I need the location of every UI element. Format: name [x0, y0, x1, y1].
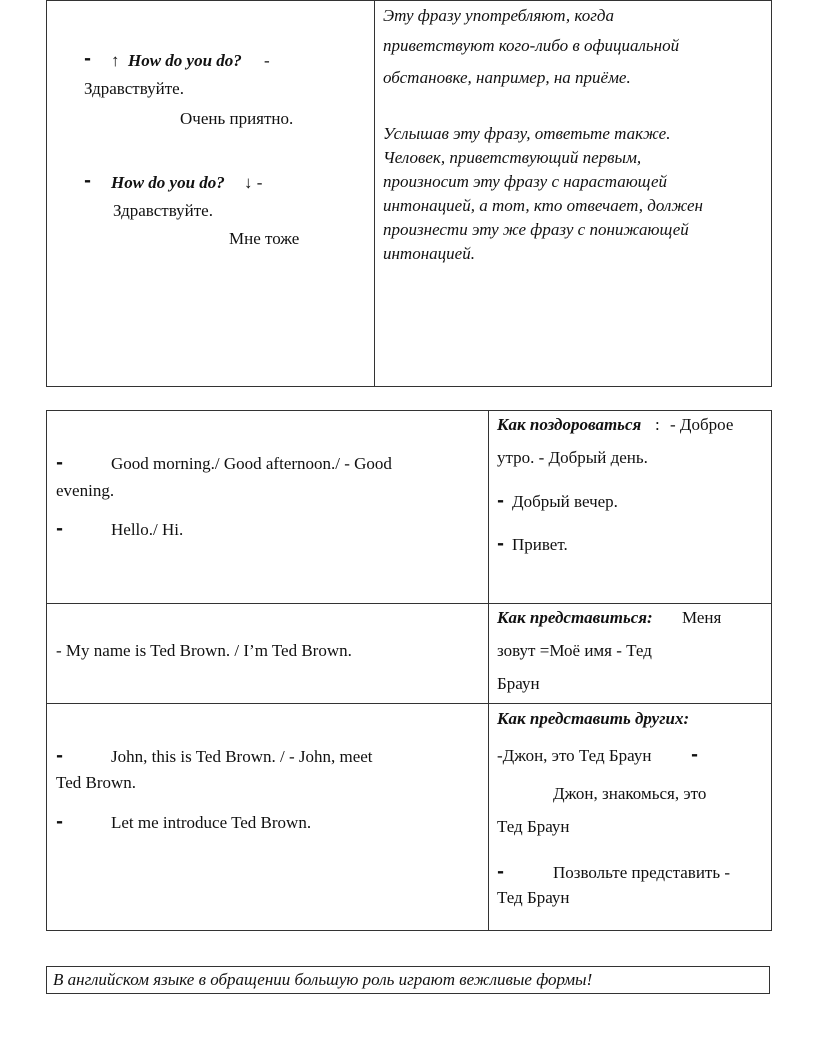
russian-phrase: зовут =Моё имя - Тед	[497, 641, 652, 660]
english-phrase: Good morning./ Good afternoon./ - Good	[111, 454, 392, 473]
russian-phrase: Позвольте представить -	[553, 863, 731, 882]
english-phrase: evening.	[56, 481, 115, 500]
table-greetings	[46, 410, 772, 931]
falling-arrow: ↓ -	[244, 173, 263, 192]
russian-reply: Здравствуйте.	[84, 79, 184, 98]
table2-row-divider	[46, 703, 772, 704]
explanation-text: произнести эту же фразу с понижающей	[383, 220, 689, 239]
russian-phrase: - Доброе	[670, 415, 734, 434]
english-phrase: Hello./ Hi.	[111, 520, 184, 539]
explanation-text: приветствуют кого-либо в официальной	[383, 36, 680, 55]
russian-phrase: Привет.	[512, 535, 568, 554]
english-phrase: Ted Brown.	[56, 773, 137, 792]
note-text: В английском языке в обращении большую роль играют вежливые формы!	[53, 970, 593, 989]
table1-divider	[374, 0, 375, 387]
english-phrase: John, this is Ted Brown. / - John, meet	[111, 747, 373, 766]
explanation-text: Эту фразу употребляют, когда	[383, 6, 614, 25]
dash: -	[497, 862, 505, 882]
russian-phrase: -Джон, это Тед Браун	[497, 746, 652, 765]
dash: -	[56, 519, 64, 539]
english-phrase: How do you do?	[111, 173, 225, 192]
section-heading: Как представить других:	[497, 709, 690, 728]
table2-divider	[488, 410, 489, 931]
section-heading: Как представиться:	[497, 608, 653, 627]
section-heading: Как поздороваться	[497, 415, 642, 434]
english-phrase: How do you do?	[128, 51, 242, 70]
russian-phrase: Тед Браун	[497, 888, 570, 907]
dash: -	[84, 49, 92, 69]
dash: -	[497, 491, 505, 511]
russian-phrase: Браун	[497, 674, 540, 693]
table2-row-divider	[46, 603, 772, 604]
dash: -	[56, 746, 64, 766]
russian-reply: Мне тоже	[229, 229, 300, 248]
russian-phrase: Добрый вечер.	[512, 492, 618, 511]
dash: -	[56, 812, 64, 832]
explanation-text: Услышав эту фразу, ответьте также.	[383, 124, 671, 143]
explanation-text: интонацией.	[383, 244, 475, 263]
russian-phrase: утро. - Добрый день.	[497, 448, 648, 467]
russian-reply: Здравствуйте.	[113, 201, 213, 220]
dash: -	[84, 171, 92, 191]
russian-reply: Очень приятно.	[180, 109, 294, 128]
explanation-text: интонацией, а тот, кто отвечает, должен	[383, 196, 703, 215]
russian-phrase: Тед Браун	[497, 817, 570, 836]
russian-phrase: Меня	[682, 608, 722, 627]
dash: -	[691, 745, 699, 765]
english-phrase: - My name is Ted Brown. / I’m Ted Brown.	[56, 641, 352, 660]
separator: -	[264, 51, 270, 70]
explanation-text: Человек, приветствующий первым,	[383, 148, 642, 167]
colon: :	[655, 415, 660, 434]
rising-arrow: ↑	[111, 51, 120, 70]
dash: -	[56, 453, 64, 473]
dash: -	[497, 534, 505, 554]
english-phrase: Let me introduce Ted Brown.	[111, 813, 312, 832]
explanation-text: обстановке, например, на приёме.	[383, 68, 631, 87]
russian-phrase: Джон, знакомься, это	[553, 784, 707, 803]
explanation-text: произносит эту фразу с нарастающей	[383, 172, 667, 191]
